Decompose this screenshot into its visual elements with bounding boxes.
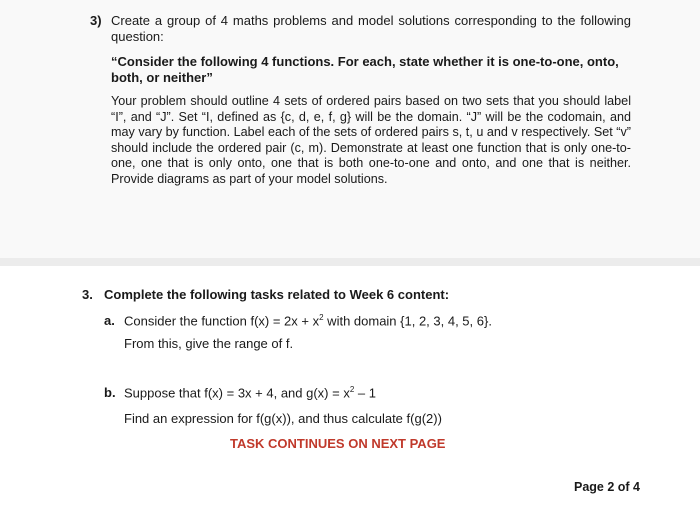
page-divider bbox=[0, 258, 700, 266]
task-a-exponent: 2 bbox=[319, 313, 324, 322]
task-b-exponent: 2 bbox=[349, 385, 355, 394]
task-b-letter: b. bbox=[104, 385, 116, 400]
task-a-line-2: From this, give the range of f. bbox=[124, 336, 294, 351]
task-b-line-1-start: Suppose that f(x) = 3x + 4, and g(x) = x bbox=[124, 385, 350, 401]
task-a-line-1-start: Consider the function f(x) = 2x + x bbox=[124, 313, 320, 329]
question-body: Your problem should outline 4 sets of ordered pairs based on two sets that you should label “I”, and “J”. Set “I, defined as {c, d, e, f, g} will be the domain. “J” will be the codomain, and may vary by function. Label each of the sets of ordered pairs s, t, u and v respectively. Set “v” should include the ordered pair (c, m). Demonstrate at least one function that is only one-to-one, one that is only onto, one that is both one-to-one and onto, and one that is neither. Provide diagrams as part of your model solutions. bbox=[111, 94, 631, 186]
task-a-line-1 bbox=[124, 313, 492, 328]
task-b-line-2: Find an expression for f(g(x)), and thus calculate f(g(2)) bbox=[124, 411, 442, 426]
page-number: Page 2 of 4 bbox=[574, 480, 640, 494]
continue-note: TASK CONTINUES ON NEXT PAGE bbox=[230, 436, 446, 451]
task-a-line-1-end: with domain {1, 2, 3, 4, 5, 6}. bbox=[323, 313, 492, 329]
question-quote: “Consider the following 4 functions. For each, state whether it is one-to-one, onto, both, or neither” bbox=[111, 54, 619, 85]
task-b-line-1-end: – 1 bbox=[354, 385, 376, 401]
question-number: 3) bbox=[90, 13, 102, 28]
question-intro: Create a group of 4 maths problems and model solutions corresponding to the following question: bbox=[111, 13, 631, 44]
section-number: 3. bbox=[82, 287, 93, 302]
task-a-letter: a. bbox=[104, 313, 115, 328]
task-b-line-1 bbox=[124, 385, 376, 400]
section-heading: Complete the following tasks related to Week 6 content: bbox=[104, 287, 450, 302]
